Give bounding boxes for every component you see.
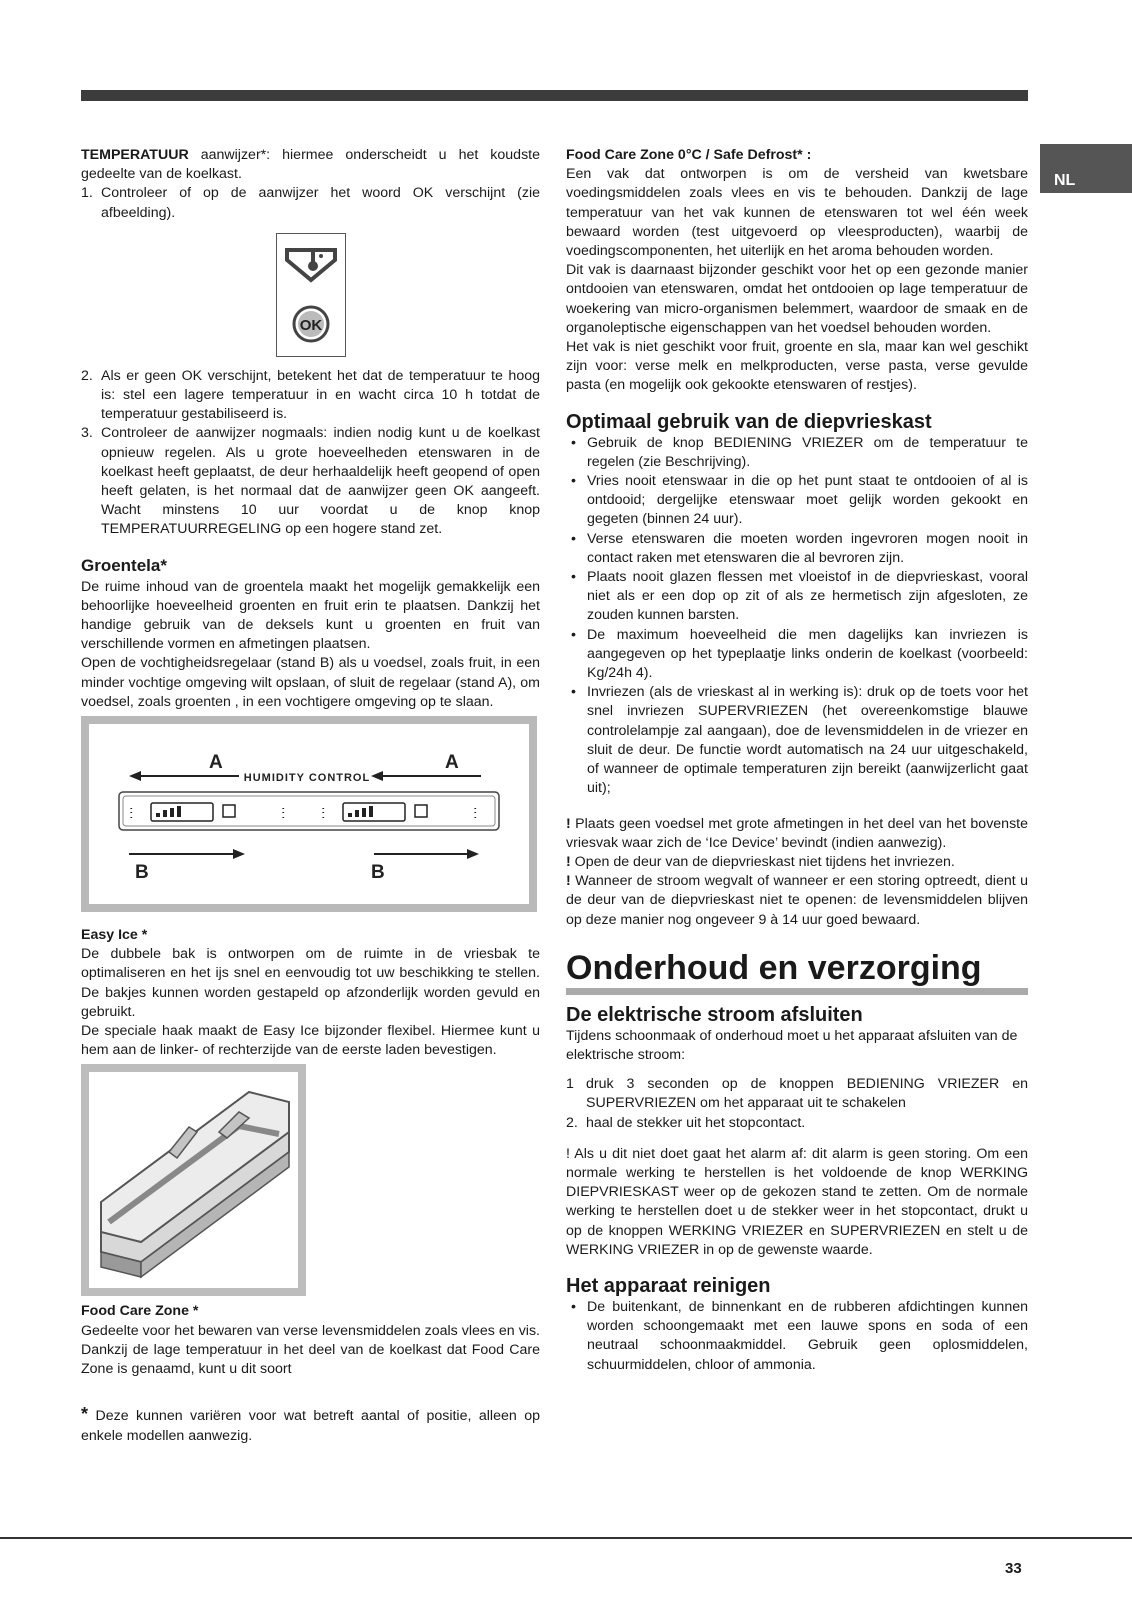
power-intro: Tijdens schoonmaak of onderhoud moet u het apparaat afsluiten van de elektrische stroom: <box>566 1027 1018 1063</box>
warning-note: ! Wanneer de stroom wegvalt of wanneer er een storing optreedt, dient u de deur van de diepvrieskast niet te openen: de levensmiddelen blijven op deze manier nog ongeveer 9 à 14 uur goed bewaard. <box>566 873 1028 928</box>
groentela-text: Open de vochtigheidsregelaar (stand B) als u voedsel, zoals fruit, in een minder vochtige omgeving wilt opslaan, of sluit de regelaar (stand A), om voedsel, zoals groenten , in een vochtigere omgeving op te slaan. <box>81 655 540 710</box>
temperature-intro: TEMPERATUUR aanwijzer*: hiermee onderscheidt u het koudste gedeelte van de koelkast. <box>81 147 540 183</box>
power-heading: De elektrische stroom afsluiten <box>566 1003 863 1026</box>
footnote: * Deze kunnen variëren voor wat betreft aantal of positie, alleen op enkele modellen aanwezig. <box>81 1404 540 1444</box>
food-care-zone-text: Gedeelte voor het bewaren van verse levensmiddelen zoals vlees en vis. Dankzij de lage temperatuur in het deel van de koelkast dat Food Care Zone is genaamd, kunt u dit soort <box>81 1322 540 1378</box>
left-column <box>81 146 540 1446</box>
label-b: B <box>371 862 385 884</box>
humidity-control-diagram <box>89 724 529 904</box>
power-step: 1 druk 3 seconden op de knoppen BEDIENING VRIEZER en SUPERVRIEZEN om het apparaat uit te schakelen <box>566 1076 1028 1112</box>
groentela-heading: Groentela* <box>81 555 167 575</box>
ok-indicator-figure <box>276 233 346 357</box>
humidity-control-label: HUMIDITY CONTROL <box>243 772 371 785</box>
label-a: A <box>445 752 459 774</box>
groentela-text: De ruime inhoud van de groentela maakt het mogelijk gemakkelijk een behoorlijke hoeveelheid groenten en fruit erin te plaatsen. Dankzij het handige gebruik van de deksels kunt u groenten en fruit van verschillende vormen en afmetingen plaatsen. <box>81 578 540 653</box>
temperature-step: 2. Als er geen OK verschijnt, betekent het dat de temperatuur te hoog is: stel een lagere temperatuur in en wacht circa 10 h totdat de temperatuur gestabiliseerd is. <box>81 367 540 423</box>
thermometer-ok-icon <box>277 234 345 356</box>
easy-ice-heading: Easy Ice * <box>81 927 148 944</box>
svg-text:ⵗ: ⵗ <box>473 805 478 822</box>
safe-defrost-heading: Food Care Zone 0°C / Safe Defrost* : <box>566 147 812 163</box>
list-item: • De maximum hoeveelheid die men dagelijks kan invriezen is aangegeven op het typeplaatje links onderin de koelkast (voorbeeld: Kg/24h 4). <box>571 626 1028 682</box>
freezer-heading: Optimaal gebruik van de diepvrieskast <box>566 410 932 433</box>
top-rule <box>81 90 1028 101</box>
svg-text:ⵗ: ⵗ <box>129 805 134 822</box>
list-item: • Gebruik de knop BEDIENING VRIEZER om de temperatuur te regelen (zie Beschrijving). <box>571 434 1028 470</box>
list-item: • De buitenkant, de binnenkant en de rubberen afdichtingen kunnen worden schoongemaakt met een lauwe spons en soda of een neutraal schoonmaakmiddel. Gebruik geen oplosmiddelen, schuurmiddelen, chloor of ammonia. <box>571 1298 1028 1373</box>
right-column <box>566 146 1028 1375</box>
safe-defrost-text: Het vak is niet geschikt voor fruit, groente en sla, maar kan wel geschikt zijn voor: verse melk en melkproducten, verse pasta, verse gevulde pasta (en mogelijk ook gekookte etenswaren of restjes). <box>566 339 1028 394</box>
easy-ice-text: De dubbele bak is ontworpen om de ruimte in de vriesbak te optimaliseren en het ijs snel en eenvoudig tot uw beschikking te stellen. De bakjes kunnen worden gestapeld op afzonderlijk worden gevuld en gebruikt. <box>81 946 540 1020</box>
list-item: • Invriezen (als de vrieskast al in werking is): druk op de toets voor het snel invriezen SUPERVRIEZEN (het overeenkomstige blauwe controlelampje zal aangaan), doe de levensmiddelen in de vriezer en sluit de deur. De functie wordt automatisch na 24 uur uitgeschakeld, of wanneer de optimale temperaturen zijn bereikt (aanwijzerlicht gaat uit); <box>571 684 1028 797</box>
safe-defrost-text: Een vak dat ontworpen is om de versheid van kwetsbare voedingsmiddelen zoals vlees en vis te behouden. Dankzij de lage temperatuur van het vak kunnen de etenswaren tot wel één week bewaard worden (test uitgevoerd op vleesproducten), waarbij de voedingscomponenten, het uiterlijk en het aroma behouden worden. <box>566 166 1028 260</box>
safe-defrost-text: Dit vak is daarnaast bijzonder geschikt voor het op een gezonde manier ontdooien van etenswaren, omdat het ontdooien op lage temperatuur de woekering van micro-organismen belemmert, waardoor de smaak en de organoleptische eigenschappen van het voedsel behouden worden. <box>566 262 1028 336</box>
ice-tray-illustration <box>89 1072 298 1288</box>
language-tab: NL <box>1040 144 1132 193</box>
temperature-title: TEMPERATUUR <box>81 147 189 163</box>
warning-note: ! Plaats geen voedsel met grote afmetingen in het deel van het bovenste vriesvak waar zich de ‘Ice Device’ bevindt (indien aanwezig). <box>566 815 1028 851</box>
food-care-zone-heading: Food Care Zone * <box>81 1303 199 1320</box>
temperature-step: 1. Controleer of op de aanwijzer het woord OK verschijnt (zie afbeelding). <box>81 185 540 221</box>
temperature-step: 3. Controleer de aanwijzer nogmaals: indien nodig kunt u de koelkast opnieuw regelen. Als u grote hoeveelheden etenswaren in de koelkast heeft geplaatst, de deur herhaaldelijk heeft geopend of open heeft gelaten, is het normaal dat de aanwijzer geen OK aangeeft. Wacht minstens 10 uur voordat u de knop knop TEMPERATUURREGELING op een hogere stand zet. <box>81 425 540 538</box>
maintenance-heading: Onderhoud en verzorging <box>566 948 1028 995</box>
list-item: • Plaats nooit glazen flessen met vloeistof in de diepvrieskast, vooral niet als er een dop op zit of als ze hermetisch zijn afgesloten, ze zouden kunnen barsten. <box>571 569 1028 624</box>
easy-ice-text: De speciale haak maakt de Easy Ice bijzonder flexibel. Hiermee kunt u hem aan de linker- of rechterzijde van de eerste laden bevestigen. <box>81 1023 540 1059</box>
list-item: • Verse etenswaren die moeten worden ingevroren mogen nooit in contact raken met etenswaren die al bevroren zijn. <box>571 530 1028 566</box>
humidity-control-figure <box>81 716 537 912</box>
power-step: 2. haal de stekker uit het stopcontact. <box>566 1114 806 1131</box>
ok-label: OK <box>299 316 323 334</box>
svg-text:ⵗ: ⵗ <box>281 805 286 822</box>
bottom-rule <box>0 1537 1132 1539</box>
page-number: 33 <box>1005 1560 1022 1577</box>
svg-text:ⵗ: ⵗ <box>321 805 326 822</box>
cleaning-heading: Het apparaat reinigen <box>566 1274 771 1297</box>
list-item: • Vries nooit etenswaar in die op het punt staat te ontdooien of al is ontdooid; dergelijke etenswaar moet gelijk worden gekookt en gegeten (binnen 24 uur). <box>571 473 1028 528</box>
alarm-note: ! Als u dit niet doet gaat het alarm af: dit alarm is geen storing. Om een normale werking te herstellen is het voldoende de knop WERKING DIEPVRIESKAST weer op de gekozen stand te zetten. Om de normale werking te herstellen doet u de stekker weer in het stopcontact, drukt u op de knoppen WERKING VRIEZER en SUPERVRIEZEN en stelt u de WERKING VRIEZER in op de gewenste waarde. <box>566 1145 1028 1258</box>
warning-note: ! Open de deur van de diepvrieskast niet tijdens het invriezen. <box>566 853 955 870</box>
easy-ice-figure <box>81 1064 306 1296</box>
label-b: B <box>135 862 149 884</box>
label-a: A <box>209 752 223 774</box>
